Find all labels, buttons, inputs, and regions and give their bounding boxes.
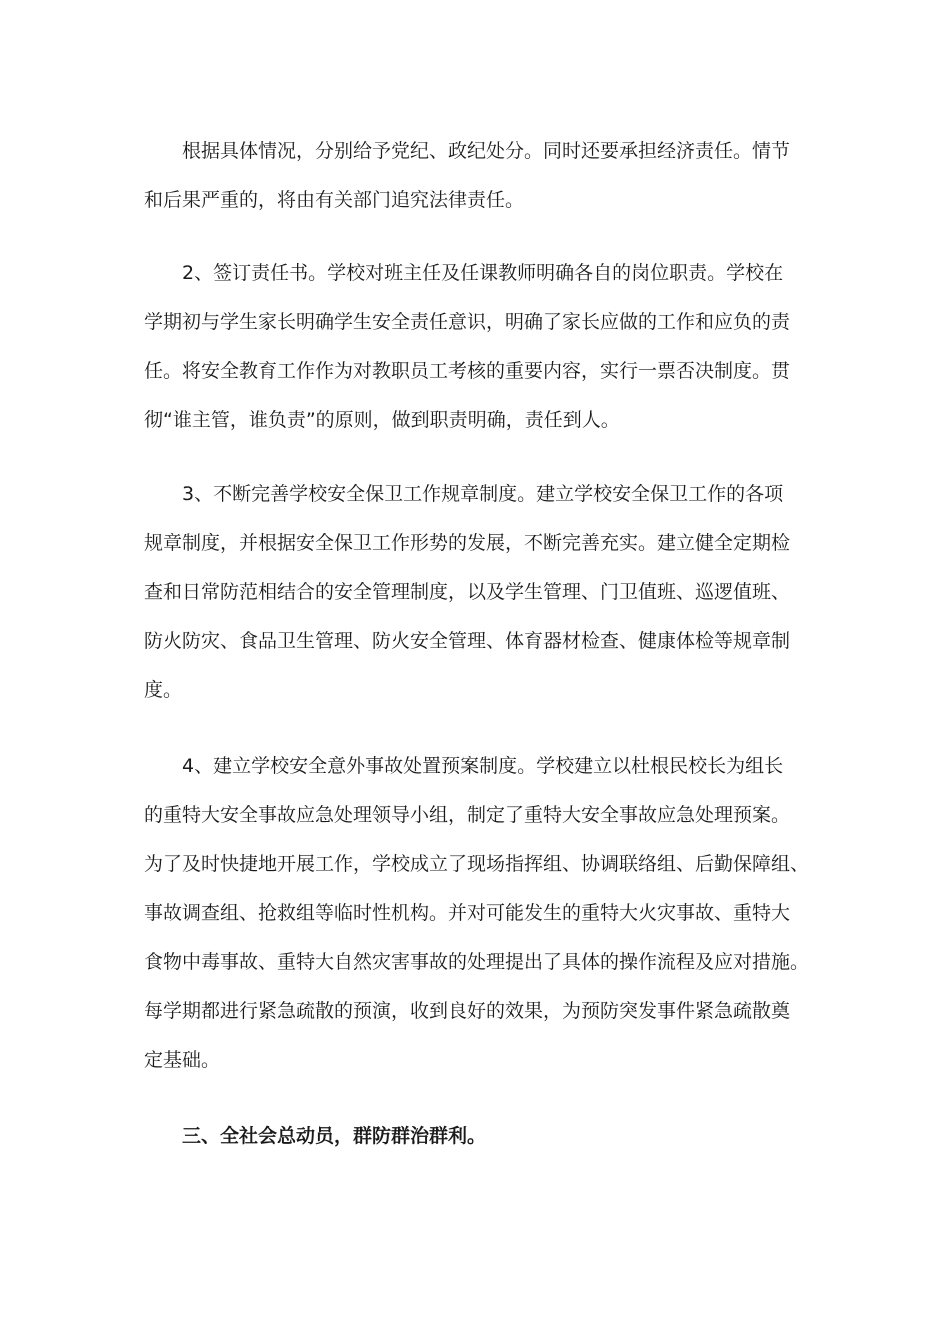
paragraph-line: 彻“谁主管，谁负责”的原则，做到职责明确，责任到人。 <box>144 409 620 431</box>
paragraph-line: 事故调查组、抢救组等临时性机构。并对可能发生的重特大火灾事故、重特大 <box>144 902 791 924</box>
paragraph-line: 防火防灾、食品卫生管理、防火安全管理、体育器材检查、健康体检等规章制 <box>144 630 791 652</box>
paragraph-item-3 <box>144 470 814 715</box>
paragraph-line: 定基础。 <box>144 1049 221 1071</box>
paragraph-line: 学期初与学生家长明确学生安全责任意识，明确了家长应做的工作和应负的责 <box>144 311 791 333</box>
paragraph-line: 4、建立学校安全意外事故处置预案制度。学校建立以杜根民校长为组长 <box>182 755 784 777</box>
paragraph-line: 和后果严重的，将由有关部门追究法律责任。 <box>144 189 525 211</box>
paragraph-line: 每学期都进行紧急疏散的预演，收到良好的效果，为预防突发事件紧急疏散奠 <box>144 1000 791 1022</box>
paragraph-item-4 <box>144 742 814 1085</box>
paragraph-line: 的重特大安全事故应急处理领导小组，制定了重特大安全事故应急处理预案。 <box>144 804 791 826</box>
paragraph-line: 任。将安全教育工作作为对教职员工考核的重要内容，实行一票否决制度。贯 <box>144 360 791 382</box>
paragraph-line: 查和日常防范相结合的安全管理制度，以及学生管理、门卫值班、巡逻值班、 <box>144 581 791 603</box>
paragraph-item-2 <box>144 249 814 445</box>
paragraph-continuation <box>144 127 814 225</box>
paragraph-line: 3、不断完善学校安全保卫工作规章制度。建立学校安全保卫工作的各项 <box>182 483 784 505</box>
paragraph-line: 2、签订责任书。学校对班主任及任课教师明确各自的岗位职责。学校在 <box>182 262 784 284</box>
paragraph-line: 根据具体情况，分别给予党纪、政纪处分。同时还要承担经济责任。情节 <box>182 140 791 162</box>
section-heading: 三、全社会总动员，群防群治群利。 <box>182 1125 487 1147</box>
paragraph-line: 度。 <box>144 679 183 701</box>
paragraph-line: 食物中毒事故、重特大自然灾害事故的处理提出了具体的操作流程及应对措施。 <box>144 951 810 973</box>
paragraph-line: 为了及时快捷地开展工作，学校成立了现场指挥组、协调联络组、后勤保障组、 <box>144 853 810 875</box>
paragraph-line: 规章制度，并根据安全保卫工作形势的发展，不断完善充实。建立健全定期检 <box>144 532 791 554</box>
